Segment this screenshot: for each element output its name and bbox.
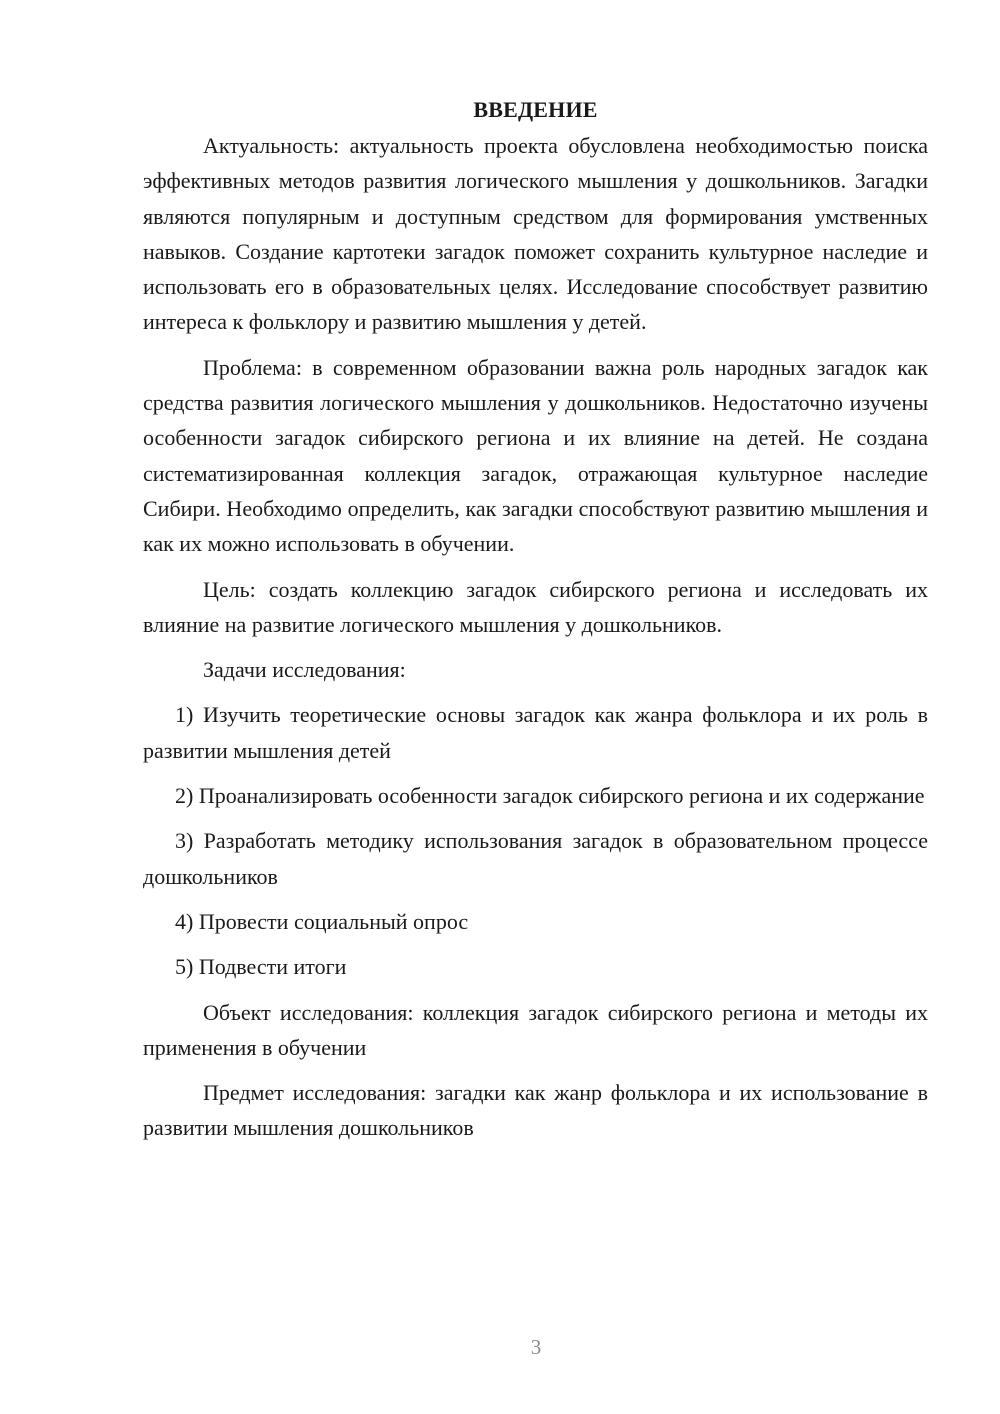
problem-paragraph: Проблема: в современном образовании важна роль народных загадок как средства развития логического мышления у дошкольников. Недостаточно изучены особенности загадок сибирского региона и их влияние на детей. Не создана систематизированная коллекция загадок, отражающая культурное наследие Сибири. Необходимо определить, как загадки способствуют развитию мышления и как их можно использовать в обучении.: [143, 354, 928, 557]
research-subject-paragraph: Предмет исследования: загадки как жанр фольклора и их использование в развитии мышления дошкольников: [143, 1080, 928, 1141]
task-item-3: 3) Разработать методику использования загадок в образовательном процессе дошкольников: [143, 828, 928, 889]
page-number: 3: [530, 1335, 542, 1359]
goal-paragraph: Цель: создать коллекцию загадок сибирского региона и исследовать их влияние на развитие логического мышления у дошкольников.: [143, 576, 928, 637]
research-object-paragraph: Объект исследования: коллекция загадок сибирского региона и методы их применения в обучении: [143, 999, 928, 1060]
relevance-paragraph: Актуальность: актуальность проекта обусловлена необходимостью поиска эффективных методов развития логического мышления у дошкольников. Загадки являются популярным и доступным средством для формирования умственных навыков. Создание картотеки загадок поможет сохранить культурное наследие и использовать его в образовательных целях. Исследование способствует развитию интереса к фольклору и развитию мышления у детей.: [143, 133, 928, 335]
tasks-heading: Задачи исследования:: [203, 657, 406, 683]
task-item-2: 2) Проанализировать особенности загадок сибирского региона и их содержание: [175, 783, 925, 809]
task-item-4: 4) Провести социальный опрос: [175, 908, 469, 934]
task-item-5: 5) Подвести итоги: [175, 954, 347, 980]
document-page: [143, 92, 928, 1156]
section-heading: ВВЕДЕНИЕ: [473, 97, 598, 122]
task-item-1: 1) Изучить теоретические основы загадок как жанра фольклора и их роль в развитии мышления детей: [143, 702, 928, 763]
